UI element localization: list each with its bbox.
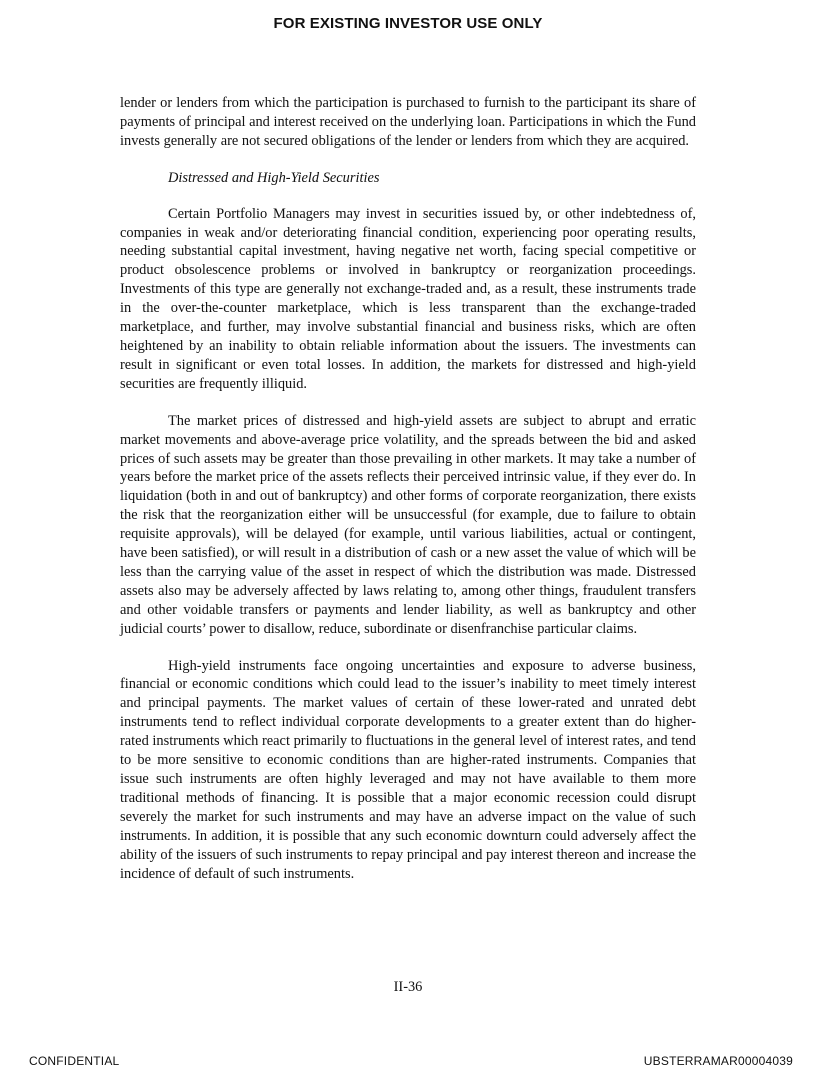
footer-bates-number: UBSTERRAMAR00004039	[643, 1054, 793, 1068]
section-heading: Distressed and High-Yield Securities	[168, 169, 380, 186]
page-number: II-36	[393, 979, 423, 995]
paragraph-market-prices: The market prices of distressed and high-yield assets are subject to abrupt and erratic market movements and above-average price volatility, and the spreads between the bid and asked prices of such assets may be greater than those prevailing in other markets. It may take a number of years before the market price of the assets reflects their perceived intrinsic value, if they ever do. In liquidation (both in and out of bankruptcy) and other forms of corporate reorganization, there exists the risk that the reorganization either will be unsuccessful (for example, due to failure to obtain requisite approvals), will be delayed (for example, until various liabilities, actual or contingent, have been satisfied), or will result in a distribution of cash or a new asset the value of which will be less than the carrying value of the asset in respect of which the distribution was made. Distressed assets also may be adversely affected by laws relating to, among other things, fraudulent transfers and other voidable transfers or payments and lender liability, as well as bankruptcy and other judicial courts’ power to disallow, reduce, subordinate or disenfranchise particular claims.	[120, 412, 696, 637]
paragraph-high-yield: High-yield instruments face ongoing uncertainties and exposure to adverse business, financial or economic conditions which could lead to the issuer’s inability to meet timely interest and principal payments. The market values of certain of these lower-rated and unrated debt instruments tend to reflect individual corporate developments to a greater extent than do higher-rated instruments which react primarily to fluctuations in the general level of interest rates, and tend to be more sensitive to economic conditions than are higher-rated instruments. Companies that issue such instruments are often highly leveraged and may not have available to them more traditional methods of financing. It is possible that a major economic recession could disrupt severely the market for such instruments and may have an adverse impact on the value of such instruments. In addition, it is possible that any such economic downturn could adversely affect the ability of the issuers of such instruments to repay principal and pay interest thereon and increase the incidence of default of such instruments.	[120, 657, 696, 882]
paragraph-distressed-intro: Certain Portfolio Managers may invest in securities issued by, or other indebtedness of, companies in weak and/or deteriorating financial condition, experiencing poor operating results, needing substantial capital investment, having negative net worth, facing special competitive or product obsolescence problems or involved in bankruptcy or reorganization proceedings. Investments of this type are generally not exchange-traded and, as a result, these instruments trade in the over-the-counter marketplace, which is less transparent than the exchange-traded marketplace, and further, may involve substantial financial and business risks, which are often heightened by an inability to obtain reliable information about the issuers. The investments can result in significant or even total losses. In addition, the markets for distressed and high-yield securities are frequently illiquid.	[120, 205, 696, 392]
footer-confidential-label: CONFIDENTIAL	[29, 1054, 120, 1068]
paragraph-continued: lender or lenders from which the participation is purchased to furnish to the participant its share of payments of principal and interest received on the underlying loan. Participations in which the Fund invests generally are not secured obligations of the lender or lenders from which they are acquired.	[120, 95, 696, 149]
document-body	[120, 94, 696, 901]
confidentiality-banner: FOR EXISTING INVESTOR USE ONLY	[273, 15, 543, 32]
